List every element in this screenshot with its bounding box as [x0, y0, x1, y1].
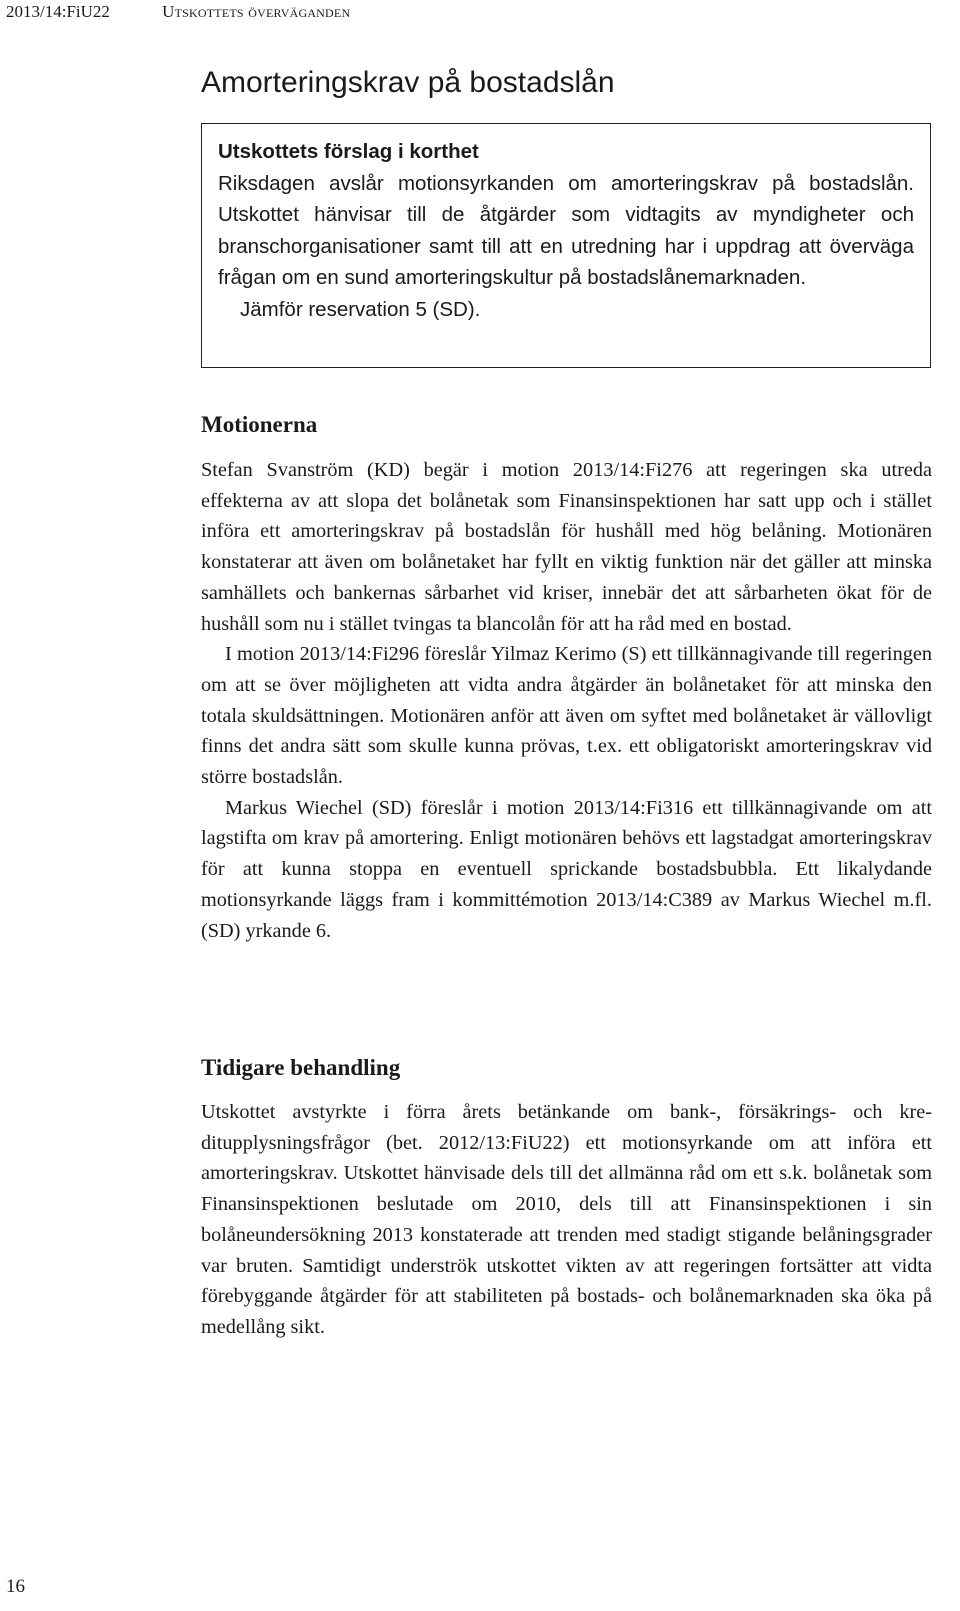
document-code: 2013/14:FiU22: [6, 2, 110, 21]
running-header: [6, 2, 350, 22]
summary-title: Utskottets förslag i korthet: [218, 140, 479, 163]
motions-heading: Motionerna: [201, 412, 318, 437]
previous-treatment-heading: Tidigare behandling: [201, 1055, 401, 1080]
reservation-reference: Jämför reservation 5 (SD).: [240, 297, 481, 321]
summary-box: [201, 123, 931, 368]
page-number: 16: [6, 1576, 25, 1597]
motions-section: [201, 455, 932, 946]
previous-paragraph: Utskottet avstyrkte i förra årets betänkande om bank-, försäkrings- och kreditupplysningsfrågor (bet. 2012/13:FiU22) ett motionsyrkande om att införa ett amorteringskrav. Utskottet hänvisade dels till det allmänna råd om ett s.k. bolånetak som Finansinspektionen beslutade om 2010, dels till att Finansinspektionen i sin bolåneundersökning 2013 konstaterade att trenden med stadigt stigande belåningsgrader var bruten. Samtidigt underströk utskottet vikten av att regeringen fortsätter att vidta förebyggande åtgärder för att stabiliteten på bostads- och bolånemarknaden ska öka på medellång sikt.: [201, 1101, 932, 1338]
motion-paragraph: Stefan Svanström (KD) begär i motion 2013/14:Fi276 att regeringen ska utreda effekterna av att slopa det bolånetak som Finansinspektionen har satt upp och i stället införa ett amorteringskrav på bostadslån för hushåll med hög belåning. Motionären konstaterar att även om bolånetaket har fyllt en viktig funktion när det gäller att minska samhällets och bankernas sårbarhet vid kriser, innebär det att sårbarheten ökat för de hushåll som nu i stället tvingas ta blancolån för att ha råd med en bostad.: [201, 459, 932, 635]
motion-paragraph: I motion 2013/14:Fi296 föreslår Yilmaz Kerimo (S) ett tillkännagivande till regeringen om att se över möjligheten att vidta andra åtgärder än bolånetaket för att minska den totala skuldsättningen. Motionären anför att även om syftet med bolånetaket är vällovligt finns det andra sätt som skulle kunna prövas, t.ex. ett obligatoriskt amorteringskrav vid större bostadslån.: [201, 643, 932, 789]
section-title: Utskottets överväganden: [162, 2, 351, 21]
motion-paragraph: Markus Wiechel (SD) föreslår i motion 2013/14:Fi316 ett tillkännagivande om att lagstifta om krav på amortering. Enligt motionären behövs ett lagstadgat amorteringskrav för att kunna stoppa en eventuell sprickande bostadsbubbla. Ett likalydande motionsyrkande läggs fram i kommittémotion 2013/14:C389 av Markus Wiechel m.fl. (SD) yrkande 6.: [201, 796, 932, 942]
previous-treatment-section: [201, 1097, 932, 1343]
page-title: Amorteringskrav på bostadslån: [201, 66, 615, 99]
summary-text: Riksdagen avslår motionsyrkanden om amorteringskrav på bostadslån. Utskottet hänvisar till de åtgärder som vidtagits av myndigheter och branschorganisationer samt till att en utredning har i uppdrag att överväga frågan om en sund amorteringskultur på bostadslånemarknaden.: [218, 171, 914, 289]
